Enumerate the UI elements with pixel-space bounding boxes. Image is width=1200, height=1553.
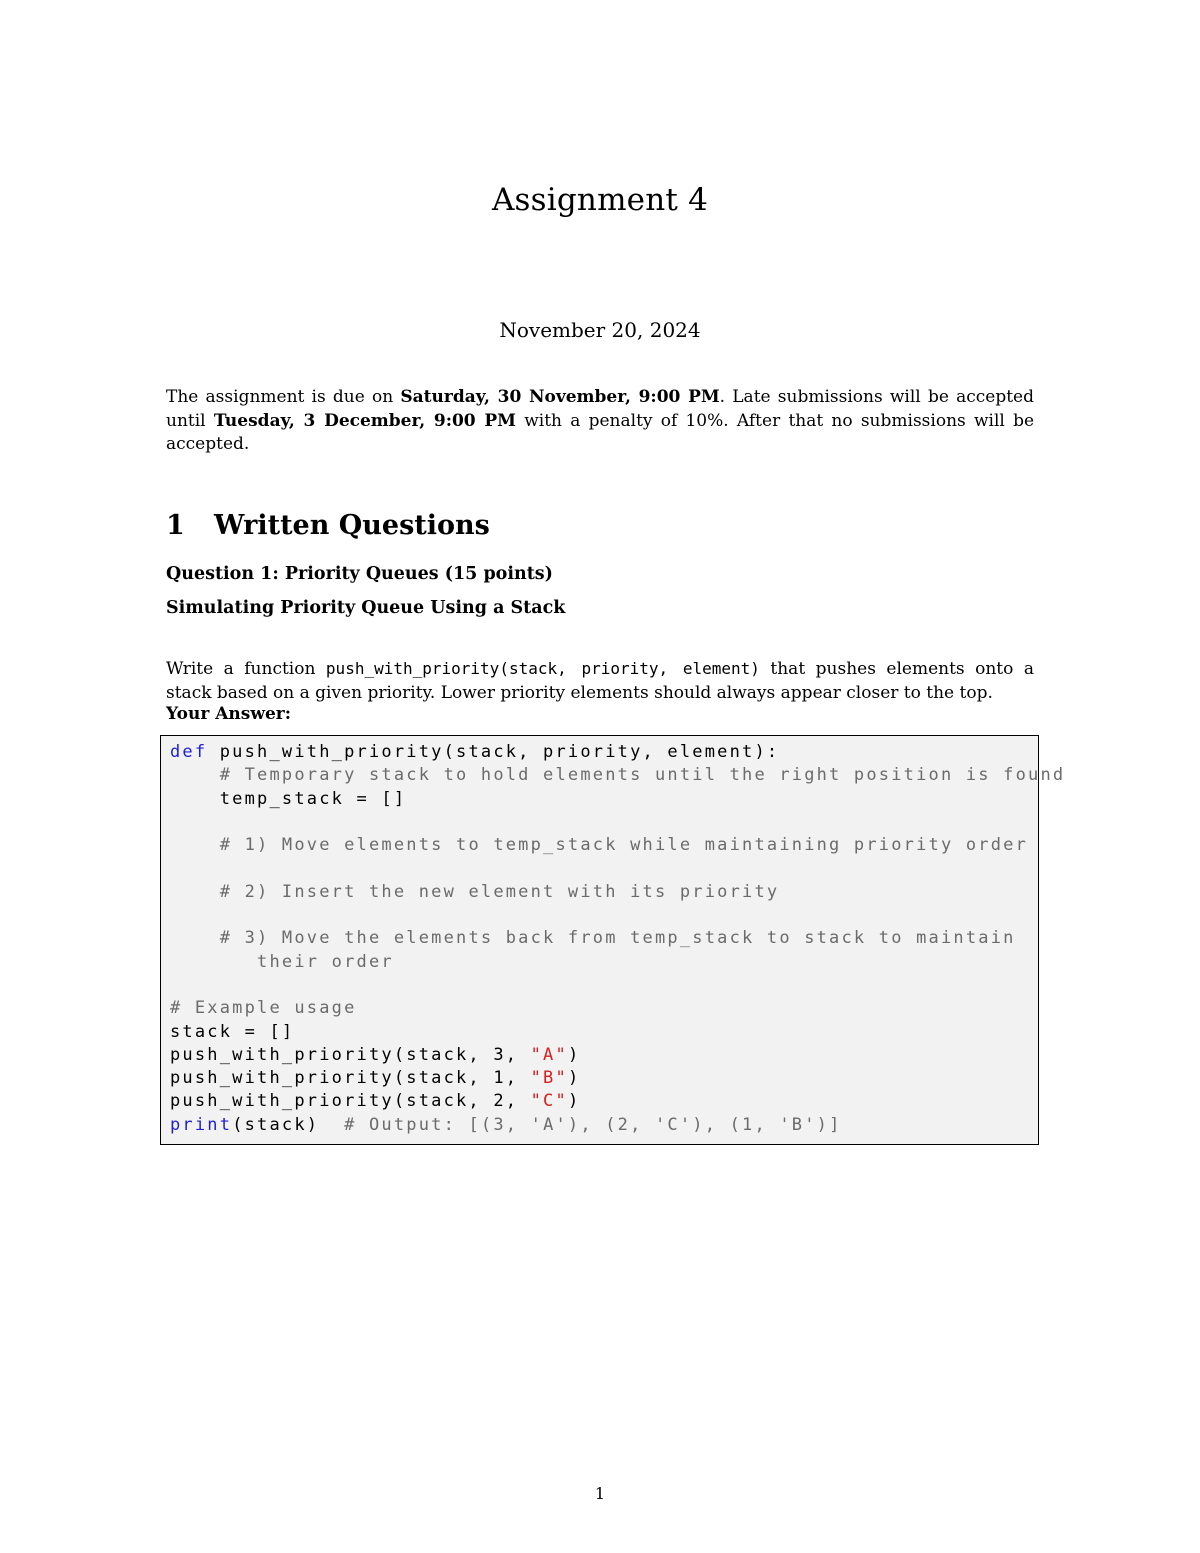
page-number: 1 — [594, 1484, 606, 1503]
code-call-suffix: ) — [567, 1068, 581, 1089]
code-keyword-print: print — [170, 1114, 233, 1135]
code-call-arg: 2, — [493, 1091, 531, 1112]
document-date: November 20, 2024 — [499, 318, 701, 342]
question-text — [166, 657, 1034, 705]
code-line-temp-stack: temp_stack = [] — [170, 788, 407, 809]
late-due-date: Tuesday, 3 December, 9:00 PM — [213, 410, 516, 431]
code-string-literal: "B" — [530, 1068, 568, 1089]
code-comment-step1: # 1) Move elements to temp_stack while maintaining priority order — [219, 835, 1029, 856]
code-string-literal: "C" — [530, 1091, 568, 1112]
code-comment-temp: # Temporary stack to hold elements until the right position is found — [219, 765, 1066, 786]
code-call-arg: 1, — [493, 1068, 531, 1089]
code-call-prefix: push_with_priority(stack, — [170, 1044, 494, 1065]
code-call-arg: 3, — [493, 1044, 531, 1065]
code-comment-example: # Example usage — [170, 998, 357, 1019]
code-comment-output: # Output: [(3, 'A'), (2, 'C'), (1, 'B')] — [344, 1114, 842, 1135]
question-heading: Question 1: Priority Queues (15 points) — [166, 564, 553, 584]
code-block — [170, 741, 1065, 1137]
code-comment-step2: # 2) Insert the new element with its priority — [219, 881, 780, 902]
question-text-before: Write a function — [166, 659, 326, 679]
code-keyword-def: def — [170, 742, 208, 762]
code-line-stack-init: stack = [] — [170, 1021, 295, 1042]
section-number: 1 — [166, 510, 185, 541]
code-print-args: (stack) — [232, 1114, 345, 1135]
intro-paragraph — [166, 386, 1034, 457]
document-title: Assignment 4 — [491, 182, 709, 218]
due-date: Saturday, 30 November, 9:00 PM — [400, 387, 720, 407]
question-subheading: Simulating Priority Queue Using a Stack — [166, 598, 566, 618]
section-title: Written Questions — [214, 510, 490, 541]
code-indent — [170, 882, 220, 902]
code-indent — [170, 765, 220, 785]
code-string-literal: "A" — [530, 1044, 568, 1065]
code-indent — [170, 952, 257, 972]
code-comment-step3-cont: their order — [257, 951, 394, 972]
code-comment-step3: # 3) Move the elements back from temp_stack to stack to maintain — [219, 928, 1016, 949]
code-listing — [160, 735, 1066, 1145]
answer-label: Your Answer: — [166, 704, 292, 724]
intro-text-2: . Late submissions will be accepted until — [166, 387, 1034, 431]
code-line-def: push_with_priority(stack, priority, element): — [207, 742, 780, 762]
code-indent — [170, 928, 220, 948]
intro-text-1: The assignment is due on — [166, 387, 401, 407]
question-text-after: that pushes elements onto a stack based on a given priority. Lower priority elements should always appear closer to the top. — [166, 659, 1034, 703]
code-call-suffix: ) — [567, 1091, 581, 1112]
code-indent — [170, 835, 220, 855]
intro-text-3: with a penalty of 10%. After that no submissions will be accepted. — [166, 410, 1035, 454]
code-call-suffix: ) — [567, 1044, 581, 1065]
code-call-prefix: push_with_priority(stack, — [170, 1091, 494, 1112]
section-heading — [166, 510, 490, 541]
code-call-prefix: push_with_priority(stack, — [170, 1068, 494, 1089]
function-signature: push_with_priority(stack, priority, element) — [325, 659, 760, 678]
